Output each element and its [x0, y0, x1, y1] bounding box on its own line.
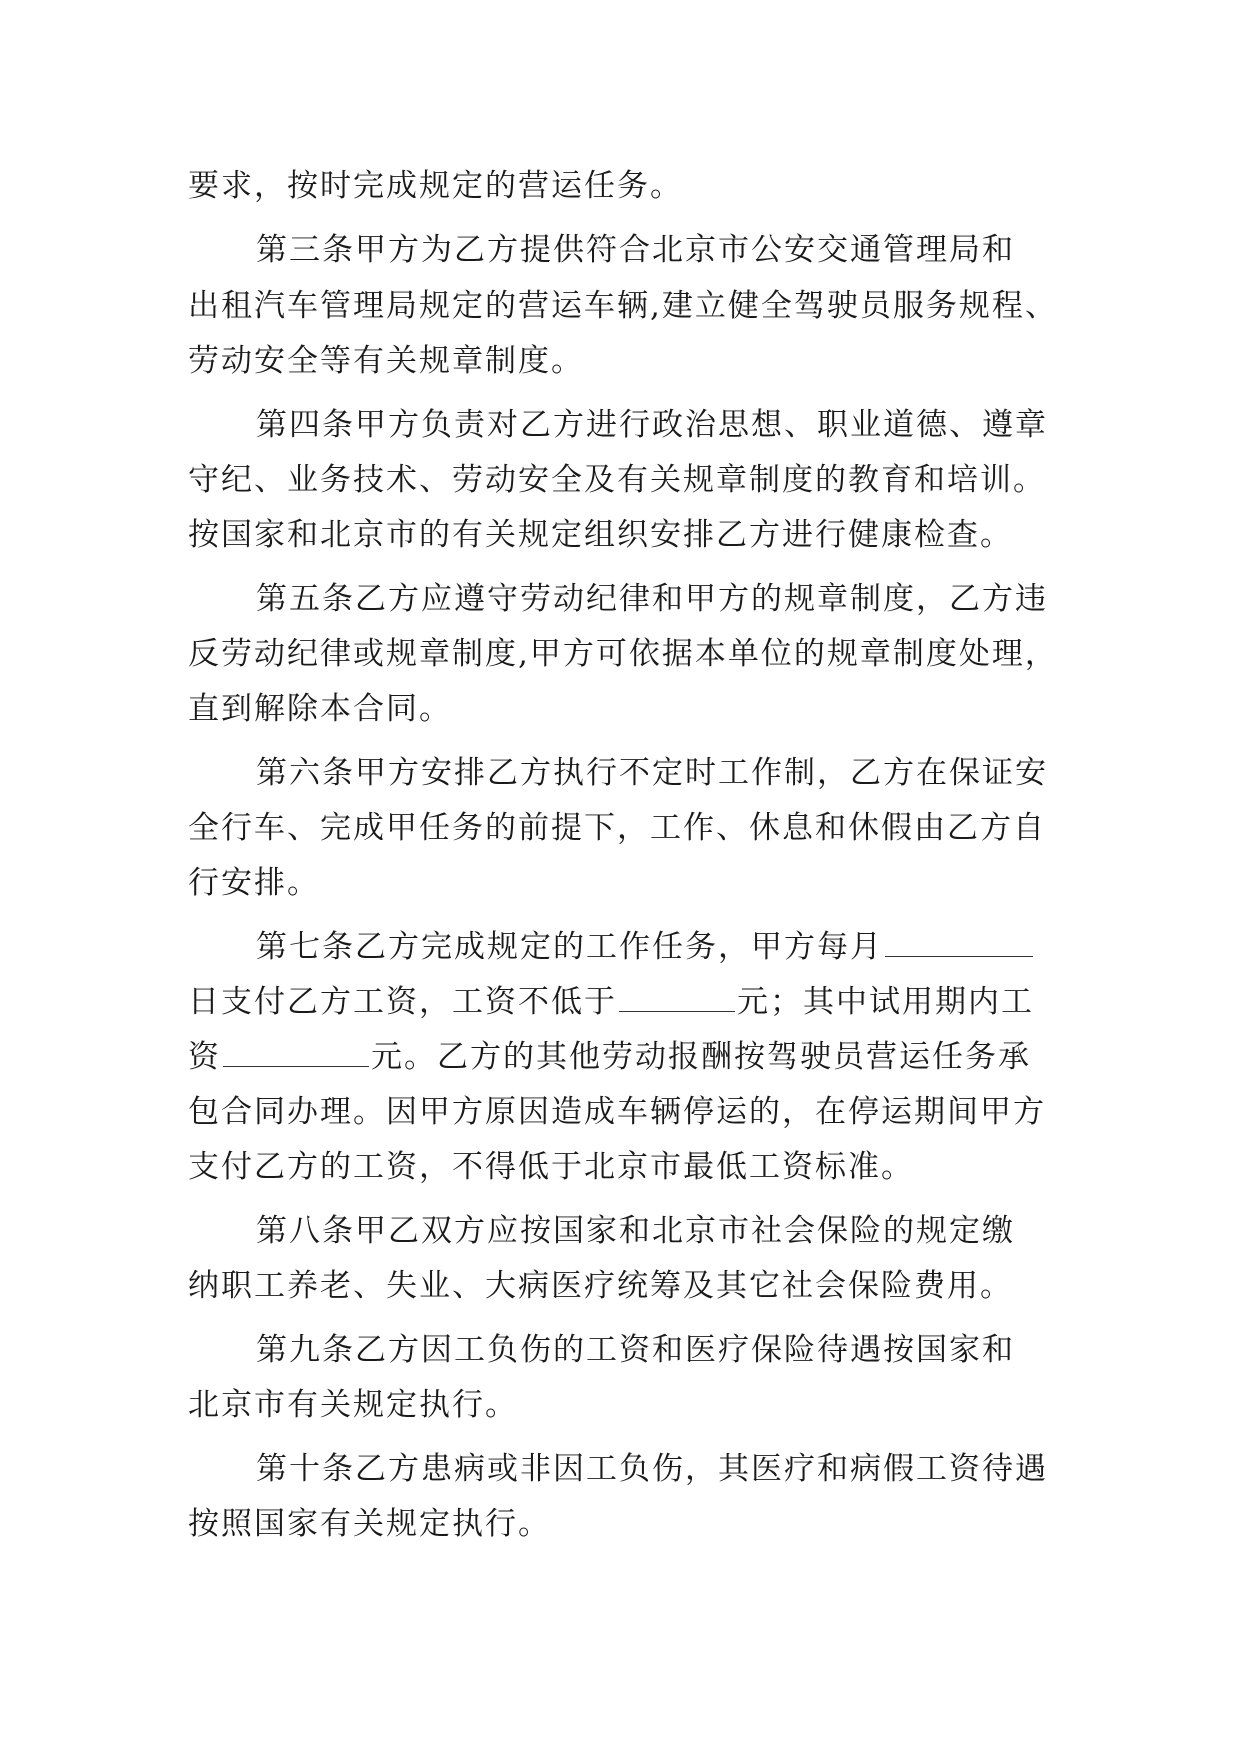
- article-6-line-2: [188, 805, 1088, 851]
- line-text: 第七条乙方完成规定的工作任务，甲方每月: [256, 929, 883, 965]
- article-6-line-3: [188, 860, 1088, 906]
- line-text: 守纪、业务技术、劳动安全及有关规章制度的教育和培训。: [188, 462, 1046, 498]
- article-6-line-1: [256, 750, 1156, 796]
- article-7-line-1: [256, 924, 1156, 970]
- article-5-line-1: [256, 576, 1156, 622]
- line-text: 第四条甲方负责对乙方进行政治思想、职业道德、遵章: [256, 407, 1048, 443]
- line-text: 直到解除本合同。: [188, 691, 452, 727]
- article-10-line-1: [256, 1446, 1156, 1492]
- article-4-line-1: [256, 402, 1156, 448]
- article-3-line-2: [188, 283, 1088, 329]
- line-text: 第十条乙方患病或非因工负伤，其医疗和病假工资待遇: [256, 1451, 1048, 1487]
- line-text: 第五条乙方应遵守劳动纪律和甲方的规章制度，乙方违: [256, 581, 1048, 617]
- article-4-line-2: [188, 457, 1088, 503]
- article-10-line-2: [188, 1501, 1088, 1547]
- article-9-line-2: [188, 1382, 1088, 1428]
- article-5-line-3: [188, 686, 1088, 732]
- line-text: 支付乙方的工资，不得低于北京市最低工资标准。: [188, 1149, 914, 1185]
- line-text: 元；其中试用期内工: [737, 984, 1034, 1020]
- article-7-line-4: [188, 1089, 1088, 1135]
- line-text: 第九条乙方因工负伤的工资和医疗保险待遇按国家和: [256, 1332, 1015, 1368]
- line-text: 反劳动纪律或规章制度,甲方可依据本单位的规章制度处理，: [188, 636, 1058, 672]
- line-text: 全行车、完成甲任务的前提下，工作、休息和休假由乙方自: [188, 810, 1046, 846]
- article-7-line-2: [188, 979, 1088, 1025]
- line-text: 按国家和北京市的有关规定组织安排乙方进行健康检查。: [188, 517, 1013, 553]
- line-text: 要求，按时完成规定的营运任务。: [188, 168, 683, 204]
- line-text: 纳职工养老、失业、大病医疗统筹及其它社会保险费用。: [188, 1268, 1013, 1304]
- text-line: [188, 163, 1088, 209]
- line-text: 第八条甲乙双方应按国家和北京市社会保险的规定缴: [256, 1213, 1015, 1249]
- article-5-line-2: [188, 631, 1088, 677]
- line-text: 日支付乙方工资，工资不低于: [188, 984, 617, 1020]
- line-text: 劳动安全等有关规章制度。: [188, 343, 584, 379]
- article-8-line-1: [256, 1208, 1156, 1254]
- payday-blank-field[interactable]: [885, 926, 1033, 957]
- min-wage-blank-field[interactable]: [619, 981, 735, 1012]
- line-text: 出租汽车管理局规定的营运车辆,建立健全驾驶员服务规程、: [188, 288, 1058, 324]
- line-text: 元。乙方的其他劳动报酬按驾驶员营运任务承: [371, 1039, 1031, 1075]
- article-9-line-1: [256, 1327, 1156, 1373]
- line-text: 按照国家有关规定执行。: [188, 1506, 551, 1542]
- line-text: 资: [188, 1039, 221, 1075]
- line-text: 第三条甲方为乙方提供符合北京市公安交通管理局和: [256, 232, 1015, 268]
- article-3-line-1: [256, 227, 1156, 273]
- line-text: 行安排。: [188, 865, 320, 901]
- article-4-line-3: [188, 512, 1088, 558]
- article-3-line-3: [188, 338, 1088, 384]
- line-text: 包合同办理。因甲方原因造成车辆停运的，在停运期间甲方: [188, 1094, 1046, 1130]
- line-text: 第六条甲方安排乙方执行不定时工作制，乙方在保证安: [256, 755, 1048, 791]
- article-8-line-2: [188, 1263, 1088, 1309]
- article-7-line-5: [188, 1144, 1088, 1190]
- article-7-line-3: [188, 1034, 1088, 1080]
- line-text: 北京市有关规定执行。: [188, 1387, 518, 1423]
- probation-wage-blank-field[interactable]: [223, 1036, 369, 1067]
